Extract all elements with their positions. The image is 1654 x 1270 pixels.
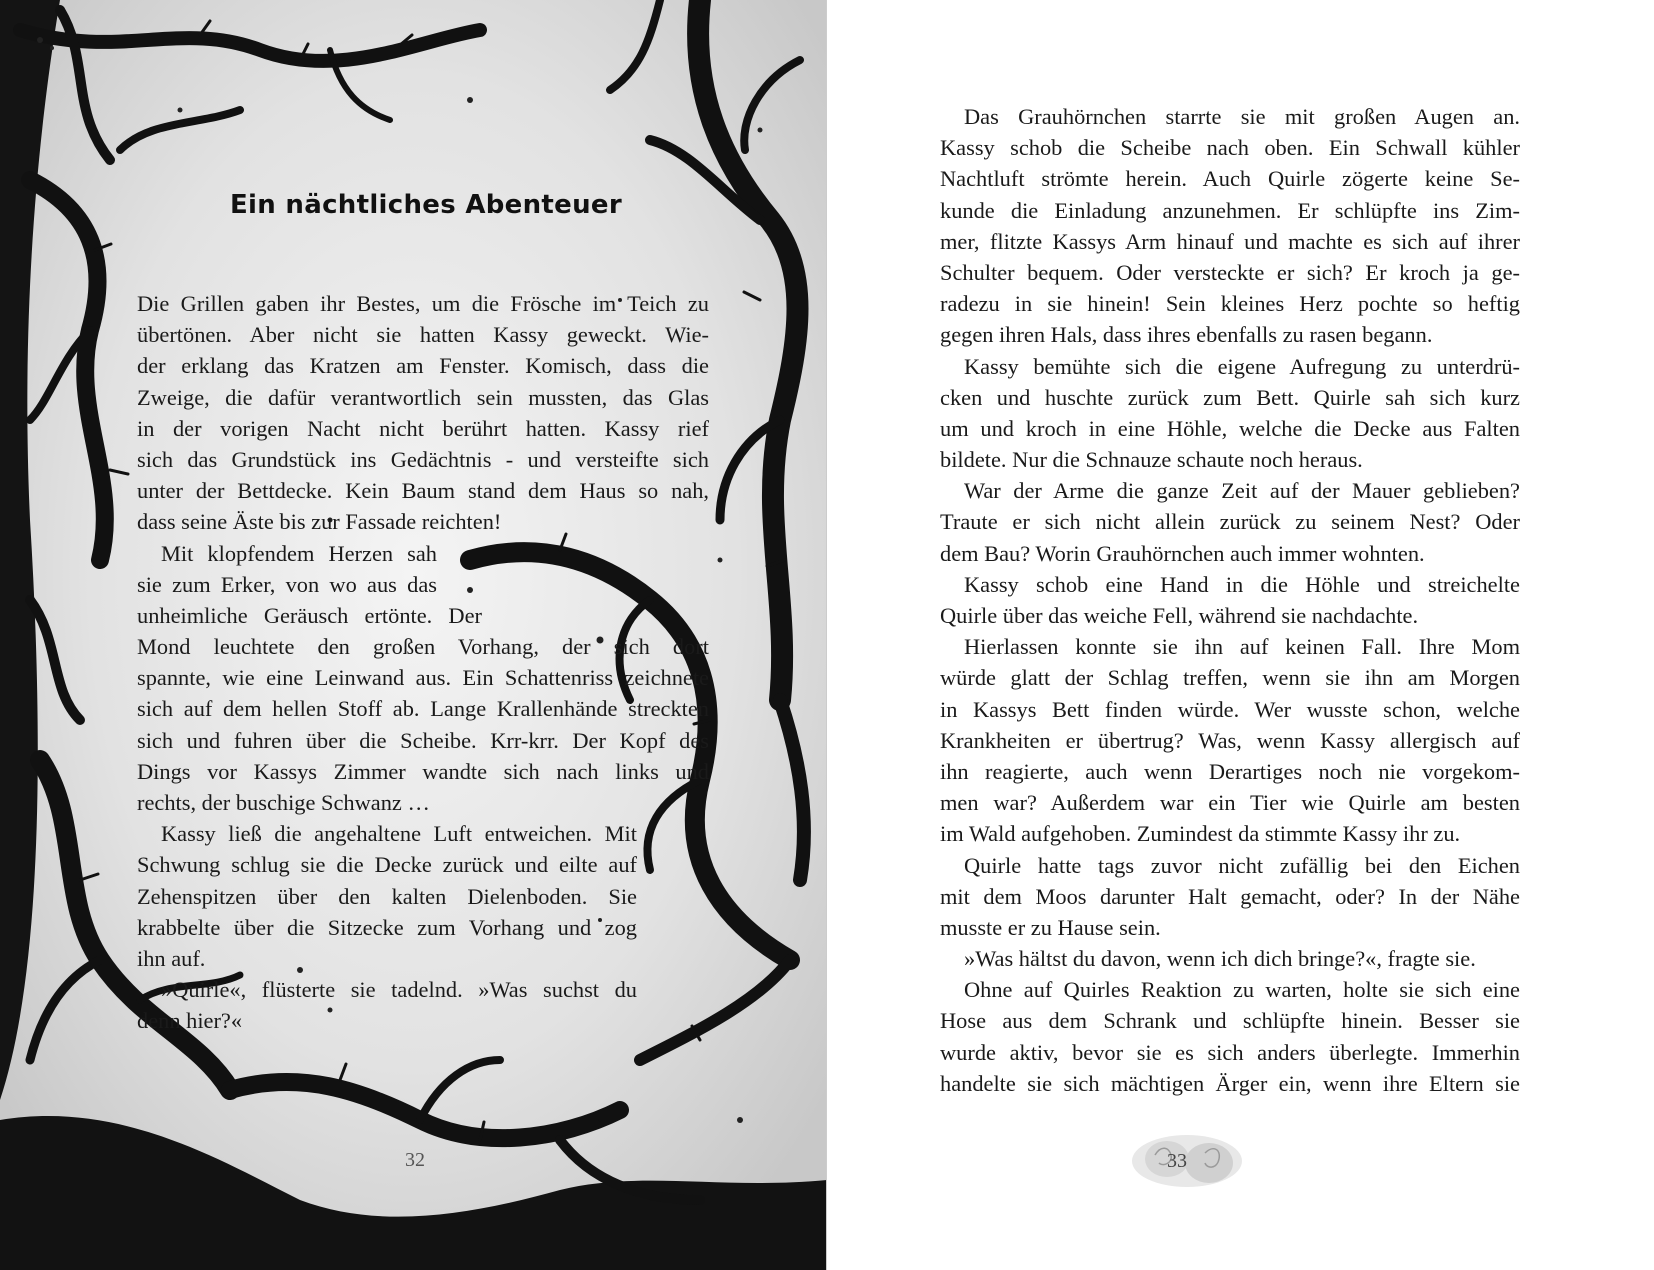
- left-page-body-text: [137, 288, 709, 1037]
- text-line: »Was hältst du davon, wenn ich dich bringe?«, fragte sie.: [964, 946, 1476, 972]
- text-line: Traute er sich nicht allein zurück zu seinem Nest? Oder: [940, 509, 1520, 535]
- text-line: gegen ihren Hals, dass ihres ebenfalls zu rasen begann.: [940, 322, 1433, 348]
- text-line: würde glatt der Schlag treffen, wenn sie ihn am Morgen: [940, 665, 1520, 691]
- text-line: ihn auf.: [137, 945, 206, 971]
- text-line: unheimliche Geräusch ertönte. Der: [137, 602, 482, 628]
- page-number-left: 32: [405, 1149, 425, 1171]
- text-line: Schulter bequem. Oder versteckte er sich? Er kroch ja ge-: [940, 259, 1520, 285]
- text-line: Die Grillen gaben ihr Bestes, um die Frösche im Teich zu: [137, 291, 709, 316]
- text-line: Hose aus dem Schrank und schlüpfte hinein. Besser sie: [940, 1008, 1520, 1034]
- text-line: Zehenspitzen über den kalten Dielenboden. Sie: [137, 883, 637, 909]
- text-line: um und kroch in eine Höhle, welche die Decke aus Falten: [940, 415, 1520, 441]
- text-line: denn hier?«: [137, 1008, 243, 1034]
- text-line: mer, flitzte Kassys Arm hinauf und machte es sich auf ihrer: [940, 228, 1520, 254]
- text-line: Krankheiten er übertrug? Was, wenn Kassy allergisch auf: [940, 727, 1520, 753]
- text-line: Kassy schob die Scheibe nach oben. Ein Schwall kühler: [940, 135, 1520, 161]
- text-line: Mit klopfendem Herzen sah: [161, 540, 437, 566]
- text-line: in Kassys Bett finden würde. Wer wusste schon, welche: [940, 696, 1520, 722]
- text-line: mit dem Moos darunter Halt gemacht, oder? In der Nähe: [940, 883, 1520, 909]
- text-line: musste er zu Hause sein.: [940, 914, 1161, 940]
- right-page-body-text: [940, 101, 1520, 1099]
- squirrel-ornament-icon: [1127, 1125, 1247, 1195]
- page-number-right: 33: [1167, 1150, 1187, 1172]
- text-line: ihn reagierte, auch wenn Derartiges noch nie vorgekom-: [940, 758, 1520, 784]
- text-line: krabbelte über die Sitzecke zum Vorhang und zog: [137, 914, 637, 940]
- text-line: kunde die Einladung anzunehmen. Er schlüpfte ins Zim-: [940, 197, 1520, 223]
- page-number-ornament: [1127, 1125, 1247, 1195]
- text-line: Zweige, die dafür verantwortlich sein mussten, das Glas: [137, 384, 709, 410]
- text-line: spannte, wie eine Leinwand aus. Ein Schattenriss zeichnete: [137, 665, 709, 691]
- right-page: [827, 0, 1654, 1270]
- text-line: Quirle über das weiche Fell, während sie nachdachte.: [940, 603, 1419, 628]
- text-line: sie zum Erker, von wo aus das: [137, 571, 437, 597]
- text-line: der erklang das Kratzen am Fenster. Komisch, dass die: [137, 353, 709, 379]
- text-line: sich und fuhren über die Scheibe. Krr-krr. Der Kopf des: [137, 727, 709, 753]
- text-line: rechts, der buschige Schwanz …: [137, 790, 430, 815]
- text-line: Nachtluft strömte herein. Auch Quirle zögerte keine Se-: [940, 166, 1520, 192]
- text-line: unter der Bettdecke. Kein Baum stand dem Haus so nah,: [137, 478, 709, 504]
- text-line: in der vorigen Nacht nicht berührt hatten. Kassy rief: [137, 415, 709, 441]
- text-line: Ohne auf Quirles Reaktion zu warten, holte sie sich eine: [964, 977, 1520, 1003]
- chapter-title: Ein nächtliches Abenteuer: [230, 190, 622, 220]
- text-line: Quirle hatte tags zuvor nicht zufällig bei den Eichen: [964, 852, 1520, 878]
- text-line: Kassy schob eine Hand in die Höhle und streichelte: [964, 571, 1520, 597]
- text-line: Schwung schlug sie die Decke zurück und eilte auf: [137, 852, 637, 878]
- text-line: Kassy ließ die angehaltene Luft entweichen. Mit: [161, 821, 637, 847]
- text-line: bildete. Nur die Schnauze schaute noch heraus.: [940, 447, 1363, 473]
- text-line: radezu in sie hinein! Sein kleines Herz pochte so heftig: [940, 291, 1520, 317]
- text-line: sich das Grundstück ins Gedächtnis - und versteifte sich: [137, 446, 709, 472]
- text-line: Kassy bemühte sich die eigene Aufregung zu unterdrü-: [964, 353, 1520, 379]
- text-line: wurde aktiv, bevor sie es sich anders überlegte. Immerhin: [940, 1039, 1520, 1065]
- text-line: sich auf dem hellen Stoff ab. Lange Krallenhände streckten: [137, 696, 709, 722]
- text-line: cken und huschte zurück zum Bett. Quirle sah sich kurz: [940, 384, 1520, 410]
- text-line: dem Bau? Worin Grauhörnchen auch immer wohnten.: [940, 540, 1425, 566]
- text-line: Mond leuchtete den großen Vorhang, der sich dort: [137, 634, 709, 660]
- text-line: übertönen. Aber nicht sie hatten Kassy geweckt. Wie-: [137, 322, 709, 348]
- text-line: Hierlassen konnte sie ihn auf keinen Fall. Ihre Mom: [964, 634, 1520, 660]
- text-line: Dings vor Kassys Zimmer wandte sich nach links und: [137, 758, 709, 784]
- text-line: Das Grauhörnchen starrte sie mit großen Augen an.: [964, 104, 1520, 129]
- text-line: dass seine Äste bis zur Fassade reichten!: [137, 509, 502, 535]
- text-line: men war? Außerdem war ein Tier wie Quirle am besten: [940, 790, 1520, 816]
- text-line: im Wald aufgehoben. Zumindest da stimmte Kassy ihr zu.: [940, 821, 1461, 847]
- text-line: War der Arme die ganze Zeit auf der Mauer geblieben?: [964, 478, 1520, 504]
- text-line: handelte sie sich mächtigen Ärger ein, wenn ihre Eltern sie: [940, 1070, 1520, 1096]
- text-line: »Quirle«, flüsterte sie tadelnd. »Was suchst du: [161, 977, 637, 1003]
